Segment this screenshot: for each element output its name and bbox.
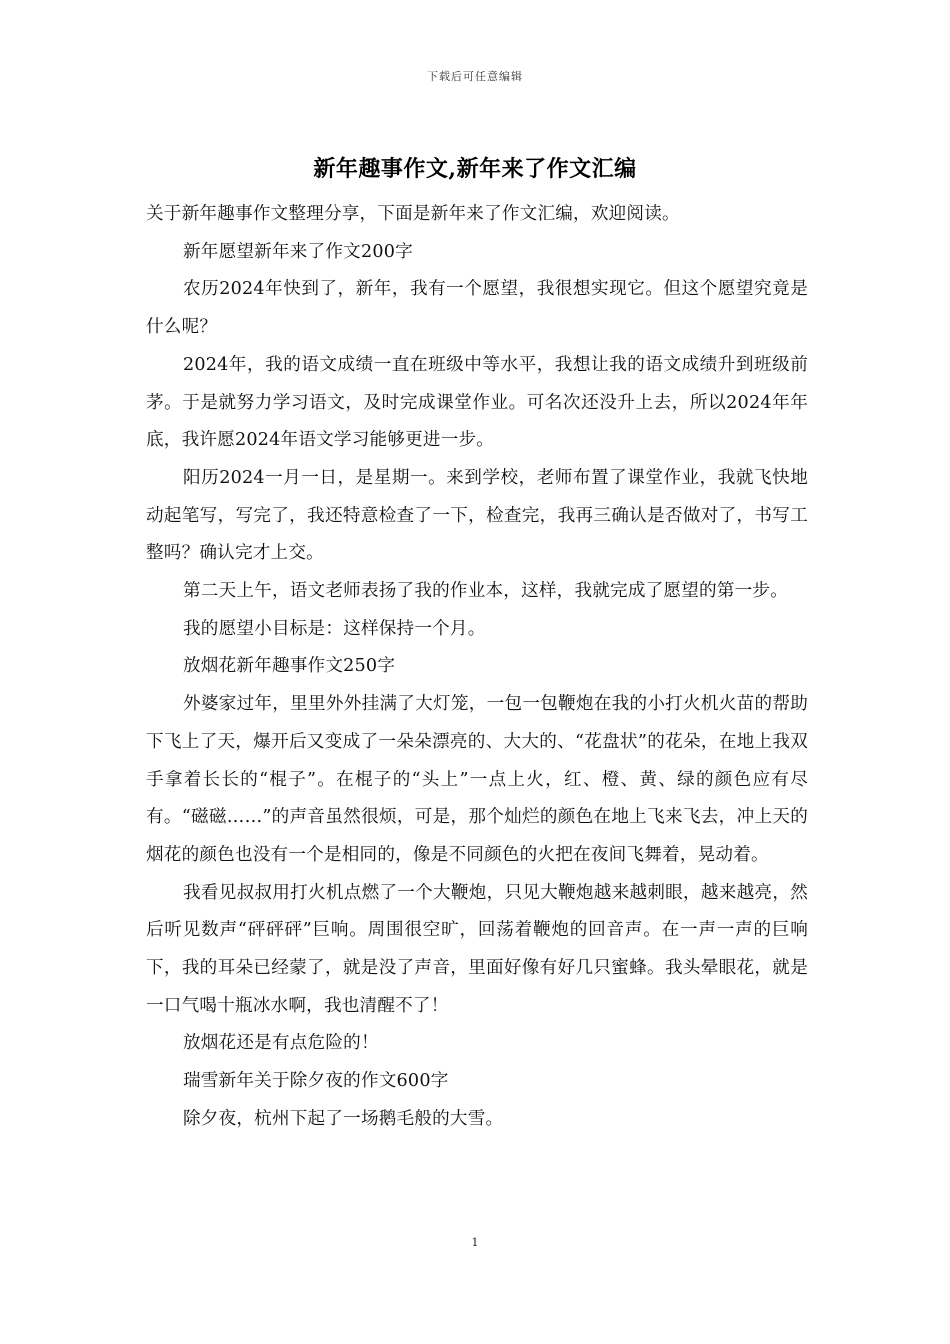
body-paragraph: 农历2024年快到了，新年，我有一个愿望，我很想实现它。但这个愿望究竟是什么呢？ xyxy=(146,279,808,338)
section-heading: 瑞雪新年关于除夕夜的作文600字 xyxy=(183,1071,449,1092)
body-paragraph: 第二天上午，语文老师表扬了我的作业本，这样，我就完成了愿望的第一步。 xyxy=(183,581,788,602)
body-paragraph: 外婆家过年，里里外外挂满了大灯笼，一包一包鞭炮在我的小打火机火苗的帮助下飞上了天，爆开后又变成了一朵朵漂亮的、大大的、“花盘状”的花朵，在地上我双手拿着长长的“棍子”。在棍子的“头上”一点上火，红、橙、黄、绿的颜色应有尽有。“磁磁……”的声音虽然很烦，可是，那个灿烂的颜色在地上飞来飞去，冲上天的烟花的颜色也没有一个是相同的，像是不同颜色的火把在夜间飞舞着，晃动着。 xyxy=(146,694,808,865)
body-paragraph: 放烟花还是有点危险的！ xyxy=(183,1033,379,1054)
body-paragraph: 阳历2024一月一日，是星期一。来到学校，老师布置了课堂作业，我就飞快地动起笔写，写完了，我还特意检查了一下，检查完，我再三确认是否做对了，书写工整吗？确认完才上交。 xyxy=(146,467,808,564)
body-paragraph: 除夕夜，杭州下起了一场鹅毛般的大雪。 xyxy=(183,1108,504,1129)
body-paragraph: 我的愿望小目标是：这样保持一个月。 xyxy=(183,618,486,639)
document-title: 新年趣事作文,新年来了作文汇编 xyxy=(313,156,637,182)
intro-paragraph: 关于新年趣事作文整理分享，下面是新年来了作文汇编，欢迎阅读。 xyxy=(146,204,680,224)
section-heading: 放烟花新年趣事作文250字 xyxy=(183,656,396,677)
body-paragraph: 2024年，我的语文成绩一直在班级中等水平，我想让我的语文成绩升到班级前茅。于是就努力学习语文，及时完成课堂作业。可名次还没升上去，所以2024年年底，我许愿2024年语文学习能够更进一步。 xyxy=(146,354,808,451)
body-paragraph: 我看见叔叔用打火机点燃了一个大鞭炮，只见大鞭炮越来越刺眼，越来越亮，然后听见数声“砰砰砰”巨响。周围很空旷，回荡着鞭炮的回音声。在一声一声的巨响下，我的耳朵已经蒙了，就是没了声音，里面好像有好几只蜜蜂。我头晕眼花，就是一口气喝十瓶冰水啊，我也清醒不了！ xyxy=(146,882,808,1016)
page-number: 1 xyxy=(471,1236,479,1249)
section-heading: 新年愿望新年来了作文200字 xyxy=(183,241,413,262)
document-body xyxy=(146,196,808,1139)
header-note: 下载后可任意编辑 xyxy=(427,70,523,83)
